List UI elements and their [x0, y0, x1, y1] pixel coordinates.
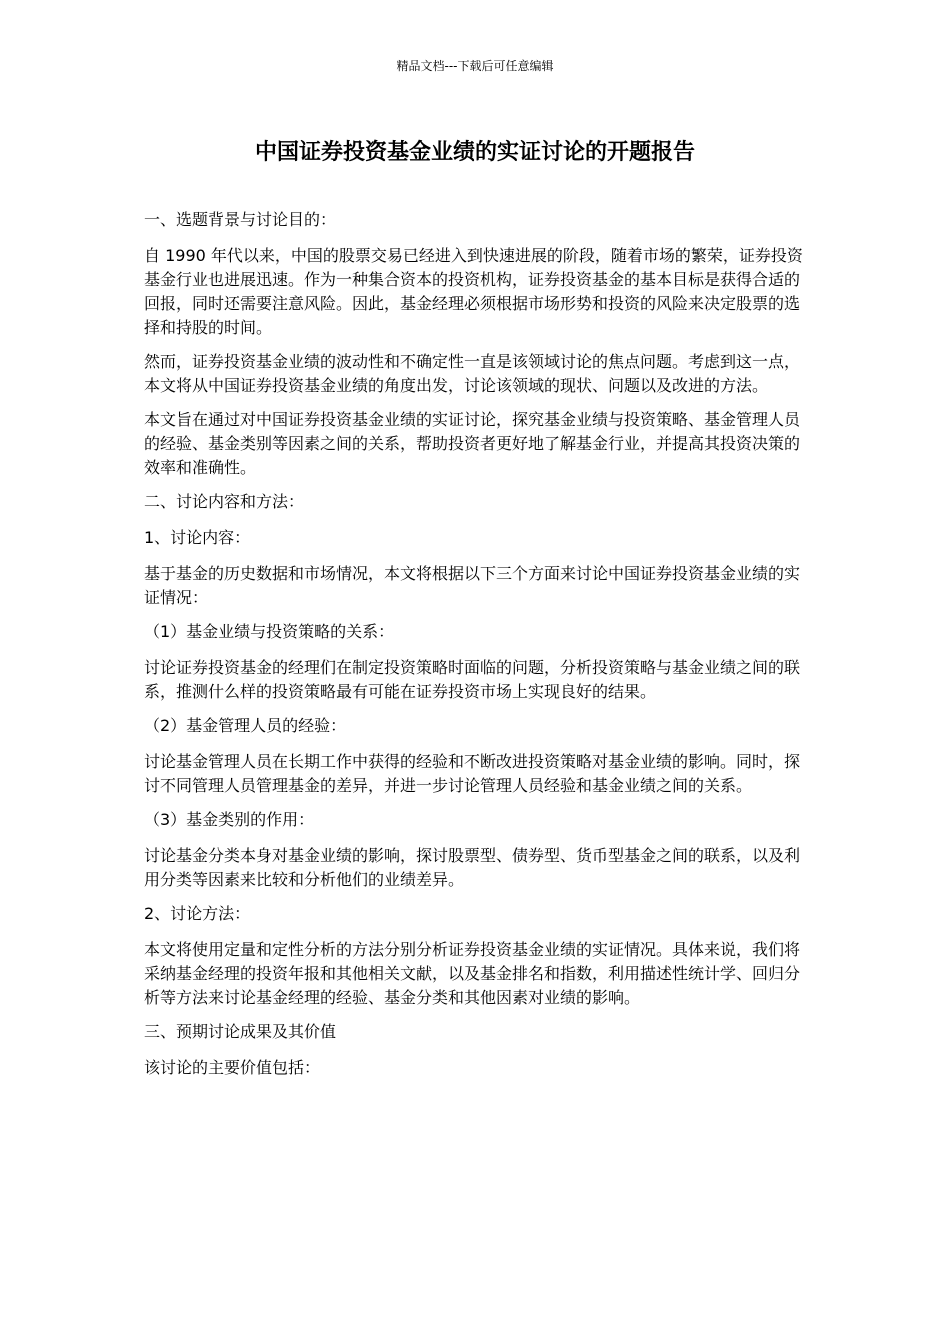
- document-body: [144, 208, 808, 1090]
- paragraph: 本文旨在通过对中国证券投资基金业绩的实证讨论，探究基金业绩与投资策略、基金管理人员的经验、基金类别等因素之间的关系，帮助投资者更好地了解基金行业，并提高其投资决策的效率和准确性。: [144, 410, 801, 477]
- paragraph: 讨论基金管理人员在长期工作中获得的经验和不断改进投资策略对基金业绩的影响。同时，探讨不同管理人员管理基金的差异，并进一步讨论管理人员经验和基金业绩之间的关系。: [144, 752, 801, 795]
- subsection-heading: 2、讨论方法：: [144, 904, 251, 923]
- page-header-note: 精品文档---下载后可任意编辑: [396, 59, 554, 73]
- section-heading-3: 三、预期讨论成果及其价值: [144, 1022, 337, 1041]
- paragraph: 本文将使用定量和定性分析的方法分别分析证券投资基金业绩的实证情况。具体来说，我们将采纳基金经理的投资年报和其他相关文献，以及基金排名和指数，利用描述性统计学、回归分析等方法来讨论基金经理的经验、基金分类和其他因素对业绩的影响。: [144, 940, 801, 1007]
- list-heading-1: （1）基金业绩与投资策略的关系：: [144, 622, 395, 641]
- paragraph: 讨论基金分类本身对基金业绩的影响，探讨股票型、债券型、货币型基金之间的联系，以及利用分类等因素来比较和分析他们的业绩差异。: [144, 846, 801, 889]
- paragraph: 基于基金的历史数据和市场情况，本文将根据以下三个方面来讨论中国证券投资基金业绩的实证情况：: [144, 564, 801, 607]
- paragraph: 然而，证券投资基金业绩的波动性和不确定性一直是该领域讨论的焦点问题。考虑到这一点，本文将从中国证券投资基金业绩的角度出发，讨论该领域的现状、问题以及改进的方法。: [144, 352, 801, 395]
- paragraph: 自 1990 年代以来，中国的股票交易已经进入到快速进展的阶段，随着市场的繁荣，证券投资基金行业也进展迅速。作为一种集合资本的投资机构，证券投资基金的基本目标是获得合适的回报，同时还需要注意风险。因此，基金经理必须根据市场形势和投资的风险来决定股票的选择和持股的时间。: [144, 246, 803, 337]
- section-heading-2: 二、讨论内容和方法：: [144, 492, 305, 511]
- paragraph: 该讨论的主要价值包括：: [144, 1058, 321, 1077]
- subsection-heading: 1、讨论内容：: [144, 528, 251, 547]
- section-heading-1: 一、选题背景与讨论目的：: [144, 210, 337, 229]
- list-heading-3: （3）基金类别的作用：: [144, 810, 315, 829]
- paragraph: 讨论证券投资基金的经理们在制定投资策略时面临的问题，分析投资策略与基金业绩之间的联系，推测什么样的投资策略最有可能在证券投资市场上实现良好的结果。: [144, 658, 801, 701]
- list-heading-2: （2）基金管理人员的经验：: [144, 716, 347, 735]
- document-title: 中国证券投资基金业绩的实证讨论的开题报告: [254, 140, 695, 165]
